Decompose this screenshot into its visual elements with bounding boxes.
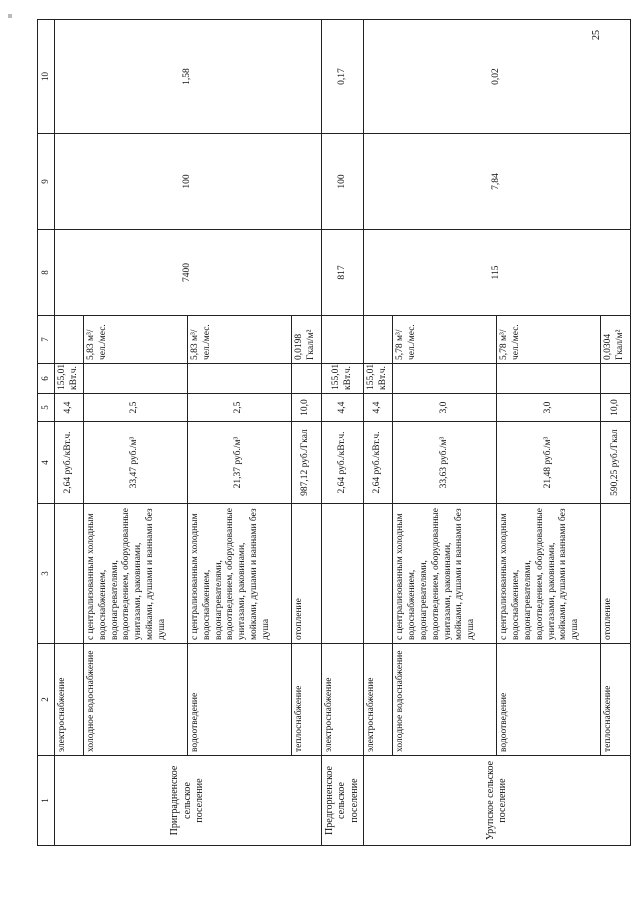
settlement-cell: Приградненское сельское поселение	[55, 756, 322, 846]
consumption-cell	[393, 364, 497, 394]
consumption-cell	[187, 364, 291, 394]
standard-cell	[321, 316, 364, 364]
table-row	[364, 20, 393, 846]
norm-cell: 10,0	[291, 394, 321, 422]
percent-cell: 100	[321, 134, 364, 230]
standard-cell	[55, 316, 84, 364]
header-cell: 4	[38, 422, 55, 504]
norm-cell: 3,0	[497, 394, 601, 422]
consumption-cell	[291, 364, 321, 394]
norm-cell: 3,0	[393, 394, 497, 422]
consumption-cell	[83, 364, 187, 394]
norm-cell: 4,4	[321, 394, 364, 422]
consumption-cell: 155,01 кВт.ч.	[55, 364, 84, 394]
description-cell: отопление	[291, 504, 321, 644]
header-row	[38, 20, 55, 846]
description-cell: отопление	[601, 504, 631, 644]
description-cell	[55, 504, 84, 644]
header-cell: 10	[38, 20, 55, 134]
tariff-cell: 590,25 руб./Гкал	[601, 422, 631, 504]
standard-cell	[364, 316, 393, 364]
standard-cell: 5,78 м³/чел./мес.	[497, 316, 601, 364]
header-cell: 8	[38, 230, 55, 316]
header-cell: 1	[38, 756, 55, 846]
description-cell	[321, 504, 364, 644]
tariff-cell: 21,48 руб./м³	[497, 422, 601, 504]
norm-cell: 4,4	[55, 394, 84, 422]
standard-cell: 5,78 м³/чел./мес.	[393, 316, 497, 364]
header-cell: 7	[38, 316, 55, 364]
standard-cell: 5,83 м³/чел./мес.	[83, 316, 187, 364]
standard-cell: 0,0304 Гкал/м²	[601, 316, 631, 364]
population-cell: 7400	[55, 230, 322, 316]
header-cell: 3	[38, 504, 55, 644]
tariff-cell: 2,64 руб./кВт.ч.	[321, 422, 364, 504]
tariff-cell: 33,47 руб./м³	[83, 422, 187, 504]
settlement-cell: Предгорненское сельское поселение	[321, 756, 364, 846]
percent-cell: 7,84	[364, 134, 631, 230]
service-cell: теплоснабжение	[601, 644, 631, 756]
scan-artifact	[8, 14, 12, 18]
standard-cell: 0,0198 Гкал/м²	[291, 316, 321, 364]
index-cell: 1,58	[55, 20, 322, 134]
service-cell: электроснабжение	[321, 644, 364, 756]
service-cell: электроснабжение	[364, 644, 393, 756]
tariff-cell: 21,37 руб./м³	[187, 422, 291, 504]
table-row	[55, 20, 84, 846]
percent-cell: 100	[55, 134, 322, 230]
tariff-cell: 33,63 руб./м³	[393, 422, 497, 504]
population-cell: 115	[364, 230, 631, 316]
description-cell: с централизованным холодным водоснабжением, водонагревателями, водоотведением, оборудованные унитазами, раковинами, мойками, душами и ваннами без душа	[187, 504, 291, 644]
service-cell: электроснабжение	[55, 644, 84, 756]
norm-cell: 2,5	[83, 394, 187, 422]
page-number: 25	[591, 30, 602, 40]
consumption-cell	[601, 364, 631, 394]
consumption-cell: 155,01 кВт.ч.	[364, 364, 393, 394]
service-cell: теплоснабжение	[291, 644, 321, 756]
consumption-cell: 155,01 кВт.ч.	[321, 364, 364, 394]
settlement-cell: Урупское сельское поселение	[364, 756, 631, 846]
header-cell: 9	[38, 134, 55, 230]
index-cell: 0,17	[321, 20, 364, 134]
description-cell: с централизованным холодным водоснабжением, водонагревателями, водоотведением, оборудованные унитазами, раковинами, мойками, душами и ваннами без душа	[393, 504, 497, 644]
description-cell: с централизованным холодным водоснабжением, водонагревателями, водоотведением, оборудованные унитазами, раковинами, мойками, душами и ваннами без душа	[83, 504, 187, 644]
service-cell: холодное водоснабжение	[83, 644, 187, 756]
header-cell: 6	[38, 364, 55, 394]
description-cell: с централизованным холодным водоснабжением, водонагревателями, водоотведением, оборудованные унитазами, раковинами, мойками, душами и ваннами без душа	[497, 504, 601, 644]
standard-cell: 5,83 м³/чел./мес.	[187, 316, 291, 364]
table-row	[321, 20, 364, 846]
service-cell: водоотведение	[497, 644, 601, 756]
rotated-page	[37, 20, 625, 846]
tariff-cell: 2,64 руб./кВт.ч.	[364, 422, 393, 504]
service-cell: водоотведение	[187, 644, 291, 756]
population-cell: 817	[321, 230, 364, 316]
norm-cell: 10,0	[601, 394, 631, 422]
norm-cell: 2,5	[187, 394, 291, 422]
description-cell	[364, 504, 393, 644]
tariff-table	[37, 19, 631, 846]
tariff-cell: 2,64 руб./кВт.ч.	[55, 422, 84, 504]
header-cell: 5	[38, 394, 55, 422]
header-cell: 2	[38, 644, 55, 756]
index-cell: 0,02	[364, 20, 631, 134]
tariff-cell: 987,12 руб./Гкал	[291, 422, 321, 504]
consumption-cell	[497, 364, 601, 394]
norm-cell: 4,4	[364, 394, 393, 422]
service-cell: холодное водоснабжение	[393, 644, 497, 756]
